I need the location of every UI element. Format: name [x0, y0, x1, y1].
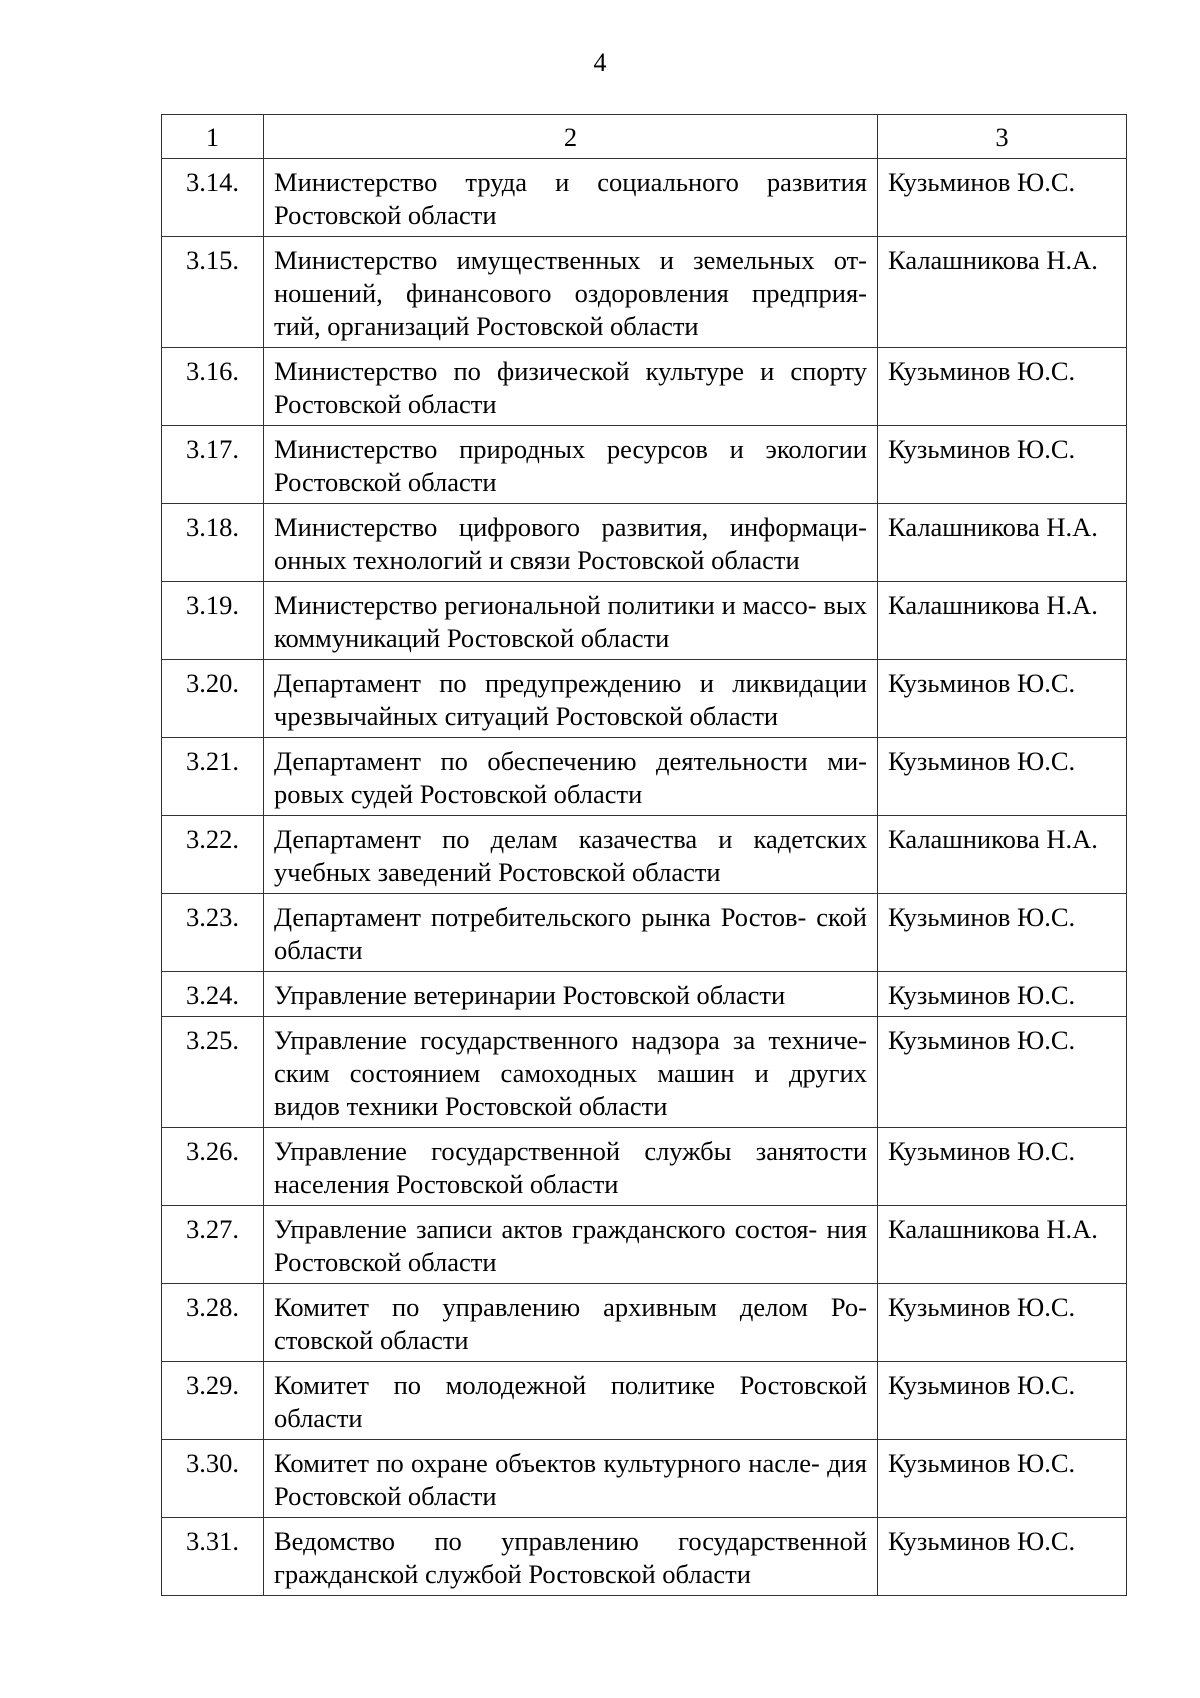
organization-line: Департамент потребительского рынка Ростов-	[274, 902, 807, 932]
row-number: 3.21.	[162, 738, 264, 816]
organization-cell	[264, 1128, 878, 1206]
responsible-person: Кузьминов Ю.С.	[878, 159, 1127, 237]
organization-line: дия Ростовской области	[274, 1448, 867, 1511]
organization-cell	[264, 582, 878, 660]
table-row	[162, 1518, 1127, 1596]
row-number: 3.22.	[162, 816, 264, 894]
organization-line: Управление государственной службы занятости	[274, 1136, 867, 1166]
organization-line: Департамент по делам казачества и кадетских	[274, 824, 867, 854]
organization-line: Ростовской области	[274, 200, 497, 230]
row-number: 3.16.	[162, 348, 264, 426]
organization-line: чрезвычайных ситуаций Ростовской области	[274, 701, 779, 731]
table-row	[162, 972, 1127, 1017]
responsible-person: Кузьминов Ю.С.	[878, 1440, 1127, 1518]
row-number: 3.31.	[162, 1518, 264, 1596]
responsible-person: Кузьминов Ю.С.	[878, 972, 1127, 1017]
table-row	[162, 348, 1127, 426]
organization-cell	[264, 426, 878, 504]
row-number: 3.27.	[162, 1206, 264, 1284]
table-row	[162, 1128, 1127, 1206]
organization-cell	[264, 348, 878, 426]
row-number: 3.14.	[162, 159, 264, 237]
table-row	[162, 237, 1127, 348]
organization-line: Управление записи актов гражданского состоя-	[274, 1214, 818, 1244]
organization-cell	[264, 159, 878, 237]
row-number: 3.25.	[162, 1017, 264, 1128]
row-number: 3.24.	[162, 972, 264, 1017]
table-body	[162, 115, 1127, 1596]
row-number: 3.23.	[162, 894, 264, 972]
responsible-person: Кузьминов Ю.С.	[878, 660, 1127, 738]
table-row	[162, 660, 1127, 738]
organization-line: Ведомство по управлению государственной	[274, 1526, 867, 1556]
organization-line: ским состоянием самоходных машин и других	[274, 1058, 867, 1088]
organization-line: населения Ростовской области	[274, 1169, 619, 1199]
responsible-person: Кузьминов Ю.С.	[878, 1284, 1127, 1362]
organization-line: учебных заведений Ростовской области	[274, 857, 721, 887]
row-number: 3.15.	[162, 237, 264, 348]
organization-line: Ростовской области	[274, 389, 497, 419]
organization-line: Министерство природных ресурсов и экологии	[274, 434, 867, 464]
organization-cell	[264, 1284, 878, 1362]
organization-line: видов техники Ростовской области	[274, 1091, 668, 1121]
organization-cell	[264, 1206, 878, 1284]
table-row	[162, 159, 1127, 237]
responsible-person: Калашникова Н.А.	[878, 1206, 1127, 1284]
responsible-person: Кузьминов Ю.С.	[878, 894, 1127, 972]
table-row	[162, 894, 1127, 972]
organization-cell	[264, 1017, 878, 1128]
organization-line: ской области	[274, 902, 867, 965]
responsible-person: Калашникова Н.А.	[878, 816, 1127, 894]
organization-cell	[264, 894, 878, 972]
responsible-person: Кузьминов Ю.С.	[878, 426, 1127, 504]
row-number: 3.28.	[162, 1284, 264, 1362]
row-number: 3.26.	[162, 1128, 264, 1206]
organization-cell	[264, 237, 878, 348]
responsible-person: Кузьминов Ю.С.	[878, 738, 1127, 816]
column-header-organization: 2	[264, 115, 878, 159]
organization-cell	[264, 816, 878, 894]
organization-line: Ростовской области	[274, 467, 497, 497]
row-number: 3.18.	[162, 504, 264, 582]
organization-line: гражданской службой Ростовской области	[274, 1559, 751, 1589]
table-row	[162, 1206, 1127, 1284]
table-row	[162, 1440, 1127, 1518]
organization-cell	[264, 972, 878, 1017]
column-header-responsible: 3	[878, 115, 1127, 159]
row-number: 3.29.	[162, 1362, 264, 1440]
organization-line: Комитет по охране объектов культурного насле-	[274, 1448, 820, 1478]
responsible-person: Кузьминов Ю.С.	[878, 1518, 1127, 1596]
table-row	[162, 504, 1127, 582]
organization-line: Министерство имущественных и земельных от-	[274, 245, 867, 275]
organization-line: Департамент по обеспечению деятельности ми-	[274, 746, 867, 776]
organization-line: ношений, финансового оздоровления предприя-	[274, 278, 867, 308]
organization-line: Комитет по молодежной политике Ростовской	[274, 1370, 867, 1400]
organization-line: стовской области	[274, 1325, 469, 1355]
organization-line: Министерство труда и социального развития	[274, 167, 867, 197]
responsible-person: Кузьминов Ю.С.	[878, 1128, 1127, 1206]
table-row	[162, 426, 1127, 504]
organization-line: тий, организаций Ростовской области	[274, 311, 699, 341]
row-number: 3.17.	[162, 426, 264, 504]
organization-line: ровых судей Ростовской области	[274, 779, 643, 809]
organization-cell	[264, 1518, 878, 1596]
responsible-person: Калашникова Н.А.	[878, 237, 1127, 348]
organization-line: Департамент по предупреждению и ликвидации	[274, 668, 867, 698]
row-number: 3.30.	[162, 1440, 264, 1518]
organization-cell	[264, 1440, 878, 1518]
organization-line: Управление ветеринарии Ростовской области	[274, 980, 786, 1010]
organization-line: вых коммуникаций Ростовской области	[274, 590, 867, 653]
organization-line: области	[274, 1403, 363, 1433]
organization-cell	[264, 504, 878, 582]
organization-line: ния Ростовской области	[274, 1214, 867, 1277]
organization-cell	[264, 738, 878, 816]
responsible-person: Калашникова Н.А.	[878, 504, 1127, 582]
table-row	[162, 738, 1127, 816]
organization-line: Министерство цифрового развития, информаци-	[274, 512, 867, 542]
row-number: 3.20.	[162, 660, 264, 738]
table-row	[162, 1362, 1127, 1440]
table-row	[162, 1017, 1127, 1128]
organization-line: Комитет по управлению архивным делом Ро-	[274, 1292, 867, 1322]
table-header-row	[162, 115, 1127, 159]
responsible-person: Кузьминов Ю.С.	[878, 1017, 1127, 1128]
organization-line: онных технологий и связи Ростовской области	[274, 545, 800, 575]
table-row	[162, 1284, 1127, 1362]
responsible-person: Кузьминов Ю.С.	[878, 348, 1127, 426]
row-number: 3.19.	[162, 582, 264, 660]
column-header-number: 1	[162, 115, 264, 159]
organization-line: Министерство региональной политики и массо-	[274, 590, 817, 620]
responsible-person: Калашникова Н.А.	[878, 582, 1127, 660]
table-row	[162, 816, 1127, 894]
organization-cell	[264, 660, 878, 738]
table-row	[162, 582, 1127, 660]
organization-cell	[264, 1362, 878, 1440]
organization-line: Министерство по физической культуре и спорту	[274, 356, 867, 386]
assignments-table	[161, 114, 1127, 1596]
page-number: 4	[593, 48, 607, 77]
organization-line: Управление государственного надзора за техниче-	[274, 1025, 867, 1055]
responsible-person: Кузьминов Ю.С.	[878, 1362, 1127, 1440]
